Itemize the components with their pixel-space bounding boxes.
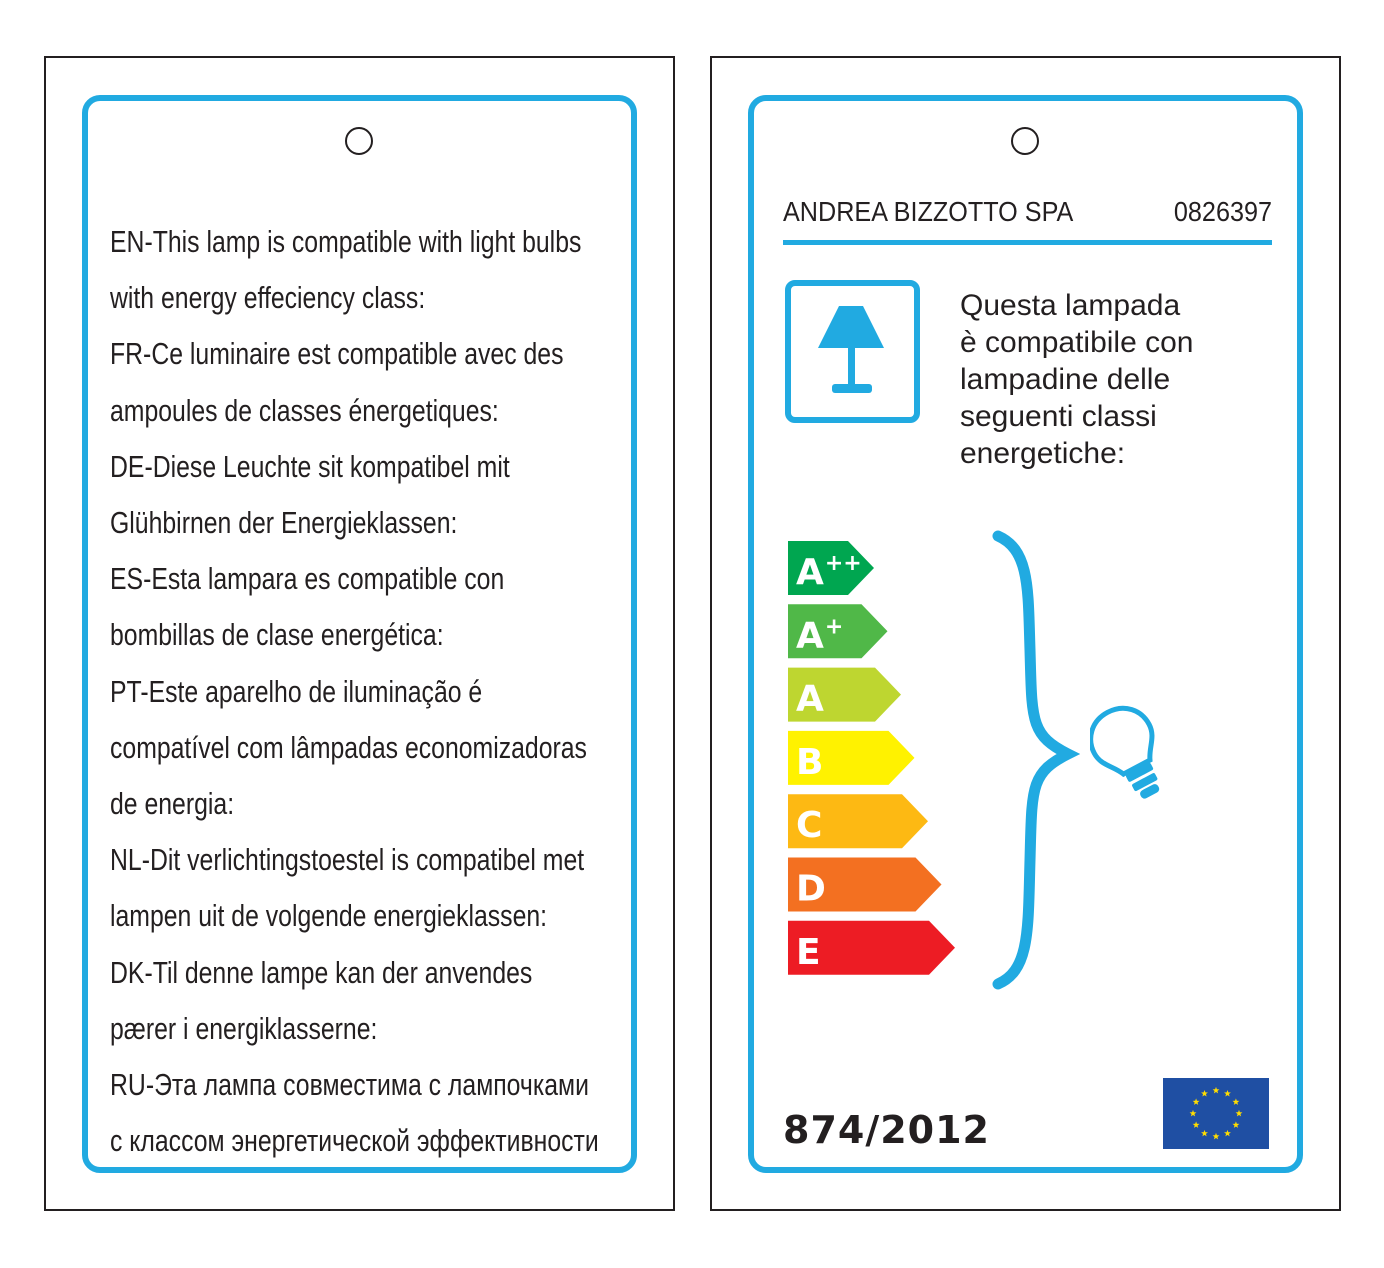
text-line: pærer i energiklasserne: — [110, 1010, 378, 1046]
energy-class-arrow — [788, 858, 942, 912]
energy-class-arrow — [788, 604, 888, 658]
text-line: PT-Este aparelho de iluminação é — [110, 673, 483, 709]
description-line: è compatibile con — [960, 326, 1194, 359]
eu-star — [1224, 1130, 1231, 1137]
energy-class-label: C — [796, 805, 823, 847]
eu-star — [1193, 1121, 1200, 1128]
description-line: seguenti classi — [960, 400, 1157, 433]
description-line: lampadine delle — [960, 363, 1171, 396]
eu-star — [1201, 1090, 1208, 1097]
eu-star — [1190, 1110, 1197, 1117]
company-name: ANDREA BIZZOTTO SPA — [783, 196, 1074, 227]
energy-class-arrow — [788, 731, 915, 785]
energy-class-label: E — [796, 931, 821, 973]
text-line: RU-Эта лампа совместима с лампочками — [110, 1067, 589, 1103]
description-line: Questa lampada — [960, 289, 1181, 322]
text-line: ampoules de classes énergetiques: — [110, 392, 499, 428]
eu-star — [1213, 1133, 1220, 1140]
eu-star — [1224, 1090, 1231, 1097]
energy-class-arrow — [788, 668, 901, 722]
energy-class-label: B — [796, 741, 824, 783]
text-line: NL-Dit verlichtingstoestel is compatibel met — [110, 842, 585, 878]
energy-class-label: A+ — [796, 614, 844, 657]
eu-star — [1232, 1121, 1239, 1128]
energy-class-arrow — [788, 541, 874, 595]
text-line: с классом энергетической эффективности — [110, 1123, 599, 1159]
regulation-number: 874/2012 — [783, 1108, 990, 1152]
text-line: DK-Til denne lampe kan der anvendes — [110, 954, 533, 990]
energy-class-label: D — [796, 868, 826, 910]
text-line: bombillas de clase energética: — [110, 617, 444, 653]
eu-star — [1232, 1098, 1239, 1105]
eu-star — [1213, 1087, 1220, 1094]
text-line: lampen uit de volgende energieklassen: — [110, 898, 548, 934]
energy-class-label: A — [796, 678, 824, 720]
text-line: FR-Ce luminaire est compatible avec des — [110, 336, 564, 372]
text-line: EN-This lamp is compatible with light bulbs — [110, 224, 582, 259]
text-line: with energy effeciency class: — [110, 280, 426, 316]
energy-class-arrow — [788, 921, 955, 975]
product-code: 0826397 — [1173, 196, 1272, 227]
energy-class-label: A++ — [796, 551, 862, 593]
text-line: ES-Esta lampara es compatible con — [110, 561, 505, 597]
eu-flag-icon — [1163, 1078, 1269, 1149]
text-line: compatível com lâmpadas economizadoras — [110, 729, 587, 765]
eu-star — [1193, 1098, 1200, 1105]
text-line: Glühbirnen der Energieklassen: — [110, 505, 458, 541]
description-line: energetiche: — [960, 437, 1126, 470]
text-line: de energia: — [110, 786, 235, 822]
text-line: DE-Diese Leuchte sit kompatibel mit — [110, 448, 510, 484]
eu-star — [1236, 1110, 1243, 1117]
eu-star — [1201, 1130, 1208, 1137]
curly-brace-icon — [990, 530, 1080, 990]
light-bulb-icon — [1090, 700, 1170, 815]
energy-class-arrow — [788, 794, 928, 848]
